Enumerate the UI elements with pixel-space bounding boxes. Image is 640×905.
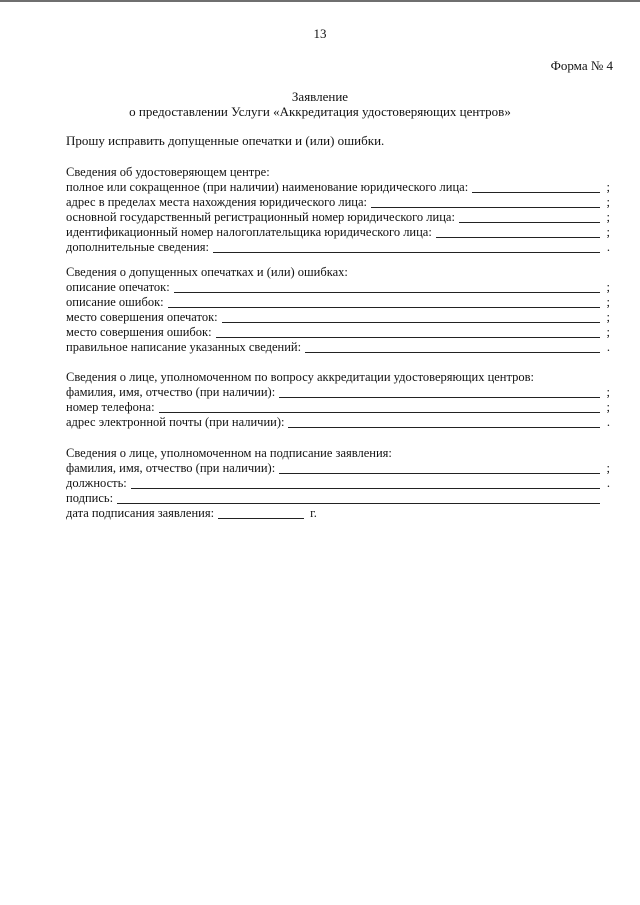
field-full-name [66,180,610,195]
field-label: адрес электронной почты (при наличии): [66,415,285,429]
errors-description-input-line[interactable] [168,296,600,308]
field-label: место совершения ошибок: [66,325,212,339]
request-text: Прошу исправить допущенные опечатки и (или) ошибки. [66,133,385,148]
date-label: дата подписания заявления: [66,506,215,520]
section-typos-errors [66,265,610,355]
field-label: фамилия, имя, отчество (при наличии): [66,385,276,399]
field-label: фамилия, имя, отчество (при наличии): [66,461,276,475]
field-label: описание опечаток: [66,280,170,294]
additional-info-input-line[interactable] [213,241,600,253]
field-address [66,195,610,210]
field-position [66,476,610,491]
contact-full-name-input-line[interactable] [279,386,600,398]
field-end: . [606,476,610,490]
field-end: ; [606,210,610,224]
field-signature [66,491,610,506]
field-errors-location [66,325,610,340]
field-label: правильное написание указанных сведений: [66,340,302,354]
field-end: . [606,415,610,429]
section-accreditation-contact [66,370,610,430]
field-end: . [606,240,610,254]
full-name-input-line[interactable] [472,181,600,193]
field-contact-full-name [66,385,610,400]
inn-input-line[interactable] [436,226,600,238]
errors-location-input-line[interactable] [216,326,600,338]
field-end: ; [606,195,610,209]
field-ogrn [66,210,610,225]
field-label: описание ошибок: [66,295,164,309]
ogrn-input-line[interactable] [459,211,600,223]
typos-location-input-line[interactable] [222,311,600,323]
signature-input-line[interactable] [117,492,600,504]
position-input-line[interactable] [131,477,600,489]
phone-input-line[interactable] [159,401,600,413]
field-end: ; [606,461,610,475]
field-end: ; [606,325,610,339]
section-title: Сведения о лице, уполномоченном по вопросу аккредитации удостоверяющих центров: [66,370,534,384]
field-label: идентификационный номер налогоплательщика юридического лица: [66,225,432,239]
section-signatory [66,446,610,521]
address-input-line[interactable] [371,196,600,208]
top-edge-line [0,0,640,2]
field-inn [66,225,610,240]
section-certification-center [66,165,610,255]
field-label: подпись: [66,491,114,505]
field-label: дополнительные сведения: [66,240,209,254]
field-typos-location [66,310,610,325]
field-end: ; [606,295,610,309]
field-label: основной государственный регистрационный номер юридического лица: [66,210,455,224]
typos-description-input-line[interactable] [174,281,600,293]
field-label: адрес в пределах места нахождения юридического лица: [66,195,368,209]
signing-date-input-line[interactable] [218,507,304,519]
field-email [66,415,610,430]
document-subtitle: о предоставлении Услуги «Аккредитация удостоверяющих центров» [129,104,511,119]
field-errors-description [66,295,610,310]
form-number: Форма № 4 [550,58,613,73]
field-end: ; [606,180,610,194]
field-phone [66,400,610,415]
field-label: должность: [66,476,127,490]
correct-spelling-input-line[interactable] [305,341,600,353]
page-number: 13 [313,26,327,41]
field-label: место совершения опечаток: [66,310,218,324]
field-end: ; [606,385,610,399]
field-correct-spelling [66,340,610,355]
field-label: полное или сокращенное (при наличии) наименование юридического лица: [66,180,469,194]
field-end: ; [606,310,610,324]
field-typos-description [66,280,610,295]
section-title: Сведения о допущенных опечатках и (или) ошибках: [66,265,348,279]
field-end: ; [606,280,610,294]
field-signing-date [66,506,610,521]
field-label: номер телефона: [66,400,155,414]
section-title: Сведения об удостоверяющем центре: [66,165,270,179]
email-input-line[interactable] [288,416,600,428]
field-end: . [606,340,610,354]
document-title: Заявление [291,89,349,104]
field-additional-info [66,240,610,255]
date-suffix: г. [310,506,317,520]
field-end: ; [606,400,610,414]
signatory-full-name-input-line[interactable] [279,462,600,474]
field-signatory-full-name [66,461,610,476]
field-end: ; [606,225,610,239]
section-title: Сведения о лице, уполномоченном на подписание заявления: [66,446,392,460]
